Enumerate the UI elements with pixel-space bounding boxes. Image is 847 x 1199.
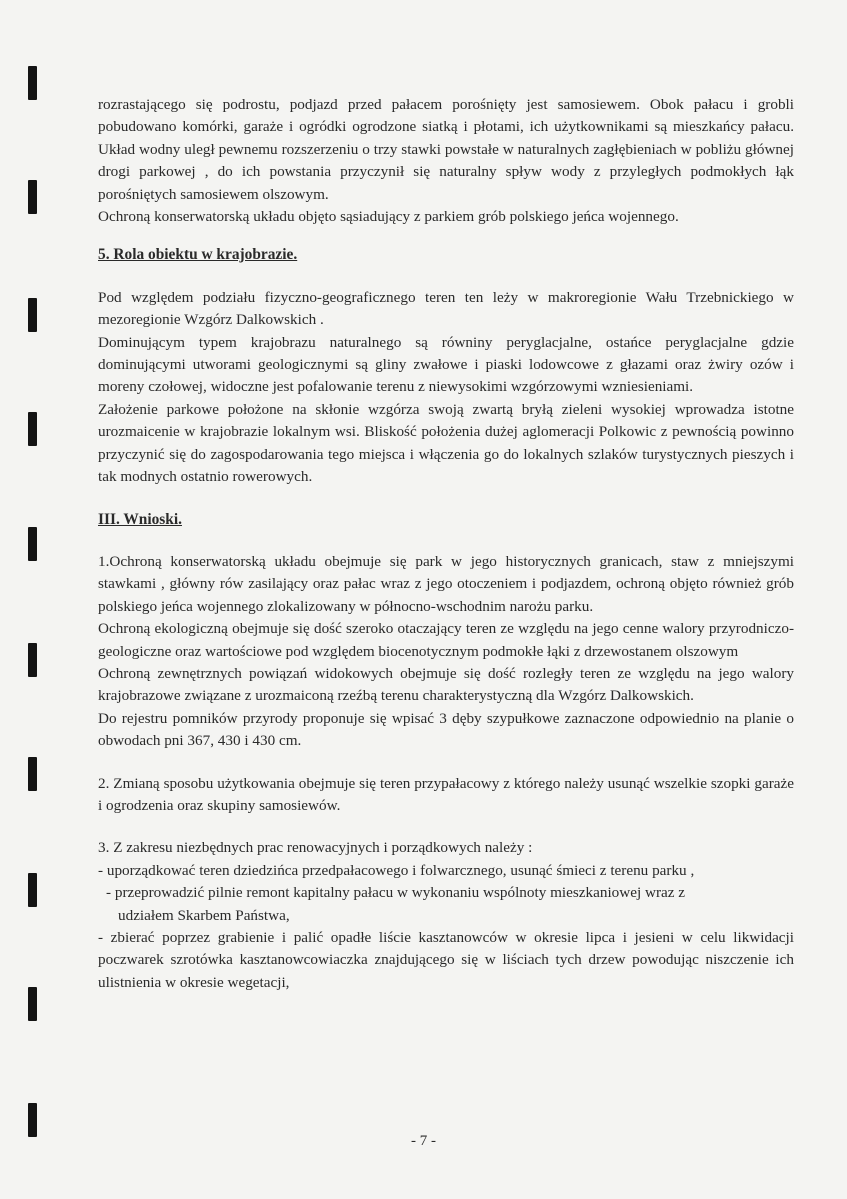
body-paragraph: Ochroną zewnętrznych powiązań widokowych obejmuje się dość rozległy teren ze względu na jego walory krajobrazowe związane z urozmaiconą rzeźbą terenu charakterystyczną dla Wzgórz Dalkowskich.	[98, 664, 794, 705]
binder-mark	[28, 873, 37, 907]
body-paragraph: rozrastającego się podrostu, podjazd przed pałacem porośnięty jest samosiewem. Obok pałacu i grobli pobudowano komórki, garaże i ogródki ogrodzone siatką i płotami, ich użytkownikami są mieszkańcy pałacu. Układ wodny uległ pewnemu rozszerzeniu o trzy stawki powstałe w naturalnych zagłębieniach w pobliżu głównej drogi parkowej , do ich powstania przyczynił się naturalny spływ wody z przyległych podmokłych łąk porośniętych samosiewem olszowym.	[98, 96, 794, 203]
binder-mark	[28, 66, 37, 100]
body-paragraph: 1.Ochroną konserwatorską układu obejmuje się park w jego historycznych granicach, staw z mniejszymi stawkami , główny rów zasilający oraz pałac wraz z jego otoczeniem i podjazdem, ochroną objęto również grób polskiego jeńca wojennego zlokalizowany w północno-wschodnim narożu parku.	[98, 552, 794, 615]
body-paragraph: Założenie parkowe położone na skłonie wzgórza swoją zwartą bryłą zieleni wysokiej wprowadza istotne urozmaicenie w krajobrazie lokalnym wsi. Bliskość położenia dużej aglomeracji Polkowic z pewnością powinno przyczynić się do zagospodarowania tego miejsca i włączenia go do lokalnych szlaków turystycznych pieszych i tak modnych ostatnio rowerowych.	[98, 400, 794, 486]
binder-mark	[28, 757, 37, 791]
binder-mark	[28, 1103, 37, 1137]
list-item: - zbierać poprzez grabienie i palić opadłe liście kasztanowców w okresie lipca i jesieni w celu likwidacji poczwarek szrotówka kasztanowcowiaczka znajdującego się w liściach tych drzew powodując niszczenie ich ulistnienia w okresie wegetacji,	[98, 929, 794, 991]
page-number: - 7 -	[411, 1133, 436, 1149]
body-paragraph: 2. Zmianą sposobu użytkowania obejmuje się teren przypałacowy z którego należy usunąć wszelkie szopki garaże i ogrodzenia oraz skupiny samosiewów.	[98, 774, 794, 814]
body-paragraph: Dominującym typem krajobrazu naturalnego są równiny peryglacjalne, ostańce peryglacjalne gdzie dominującymi utworami geologicznymi są gliny zwałowe i piaski lodowcowe z głazami oraz żwiry ozów i moreny czołowej, widoczne jest pofalowanie terenu z niewysokimi wzgórzowymi wzniesieniami.	[98, 333, 794, 396]
body-paragraph: Ochroną ekologiczną obejmuje się dość szeroko otaczający teren ze względu na jego cenne walory przyrodniczo- geologiczne oraz wartościowe pod względem biocenotycznym podmokłe łąki z drzewostanem olszowym	[98, 620, 794, 660]
section-heading: III. Wnioski.	[98, 510, 182, 528]
list-item: - przeprowadzić pilnie remont kapitalny pałacu w wykonaniu wspólnoty mieszkaniowej wraz z	[106, 884, 686, 902]
body-paragraph: Pod względem podziału fizyczno-geograficznego teren ten leży w makroregionie Wału Trzebnickiego w mezoregionie Wzgórz Dalkowskich .	[98, 288, 794, 329]
binder-mark	[28, 298, 37, 332]
binder-mark	[28, 412, 37, 446]
page-body	[98, 94, 794, 994]
list-item-continuation: udziałem Skarbem Państwa,	[118, 906, 290, 924]
list-item: - uporządkować teren dziedzińca przedpałacowego i folwarcznego, usunąć śmieci z terenu parku ,	[98, 861, 695, 879]
binder-mark	[28, 180, 37, 214]
body-paragraph: Ochroną konserwatorską układu objęto sąsiadujący z parkiem grób polskiego jeńca wojennego.	[98, 208, 679, 226]
body-paragraph: Do rejestru pomników przyrody proponuje się wpisać 3 dęby szypułkowe zaznaczone odpowiednio na planie o obwodach pni 367, 430 i 430 cm.	[98, 709, 794, 750]
section-heading: 5. Rola obiektu w krajobrazie.	[98, 246, 298, 264]
binder-mark	[28, 643, 37, 677]
binder-mark	[28, 987, 37, 1021]
binder-mark	[28, 527, 37, 561]
list-intro: 3. Z zakresu niezbędnych prac renowacyjnych i porządkowych należy :	[98, 839, 533, 857]
